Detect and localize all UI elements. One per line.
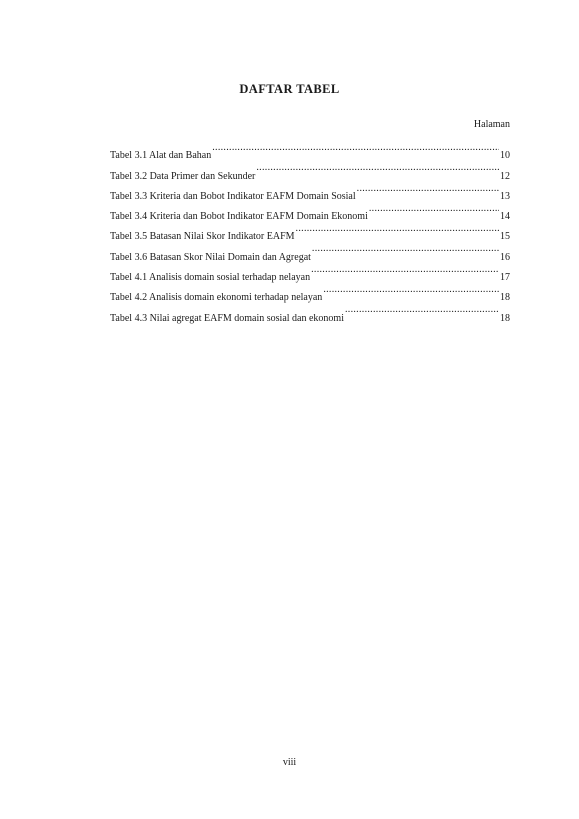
entry-page-number: 18 [500, 292, 510, 304]
dot-leader [212, 138, 499, 158]
entry-label: Tabel 4.3 Nilai agregat EAFM domain sosial dan ekonomi [110, 312, 344, 324]
entry-page-number: 14 [500, 211, 510, 223]
entry-label: Tabel 4.1 Analisis domain sosial terhadap nelayan [110, 272, 311, 284]
footer-page-number: viii [282, 757, 297, 768]
page-title: DAFTAR TABEL [239, 82, 340, 96]
entry-label: Tabel 3.1 Alat dan Bahan [110, 150, 212, 162]
dot-leader [296, 219, 499, 239]
entry-page-number: 15 [500, 231, 510, 243]
dot-leader [323, 280, 499, 300]
entry-label: Tabel 3.5 Batasan Nilai Skor Indikator EAFM [110, 231, 295, 243]
list-item [110, 138, 510, 162]
dot-leader [345, 300, 499, 320]
entry-page-number: 10 [500, 150, 510, 162]
dot-leader [311, 260, 499, 280]
page-column-label: Halaman [473, 119, 510, 130]
entry-label: Tabel 3.3 Kriteria dan Bobot Indikator EAFM Domain Sosial [110, 190, 356, 202]
dot-leader [312, 239, 499, 259]
entry-label: Tabel 3.4 Kriteria dan Bobot Indikator EAFM Domain Ekonomi [110, 211, 368, 223]
entry-page-number: 13 [500, 190, 510, 202]
dot-leader [357, 179, 499, 199]
dot-leader [369, 199, 499, 219]
entry-label: Tabel 3.6 Batasan Skor Nilai Domain dan Agregat [110, 251, 311, 263]
table-of-tables-list [110, 138, 510, 324]
entry-label: Tabel 3.2 Data Primer dan Sekunder [110, 170, 256, 182]
entry-page-number: 12 [500, 170, 510, 182]
entry-label: Tabel 4.2 Analisis domain ekonomi terhadap nelayan [110, 292, 323, 304]
entry-page-number: 16 [500, 251, 510, 263]
entry-page-number: 17 [500, 272, 510, 284]
dot-leader [256, 158, 499, 178]
entry-page-number: 18 [500, 312, 510, 324]
